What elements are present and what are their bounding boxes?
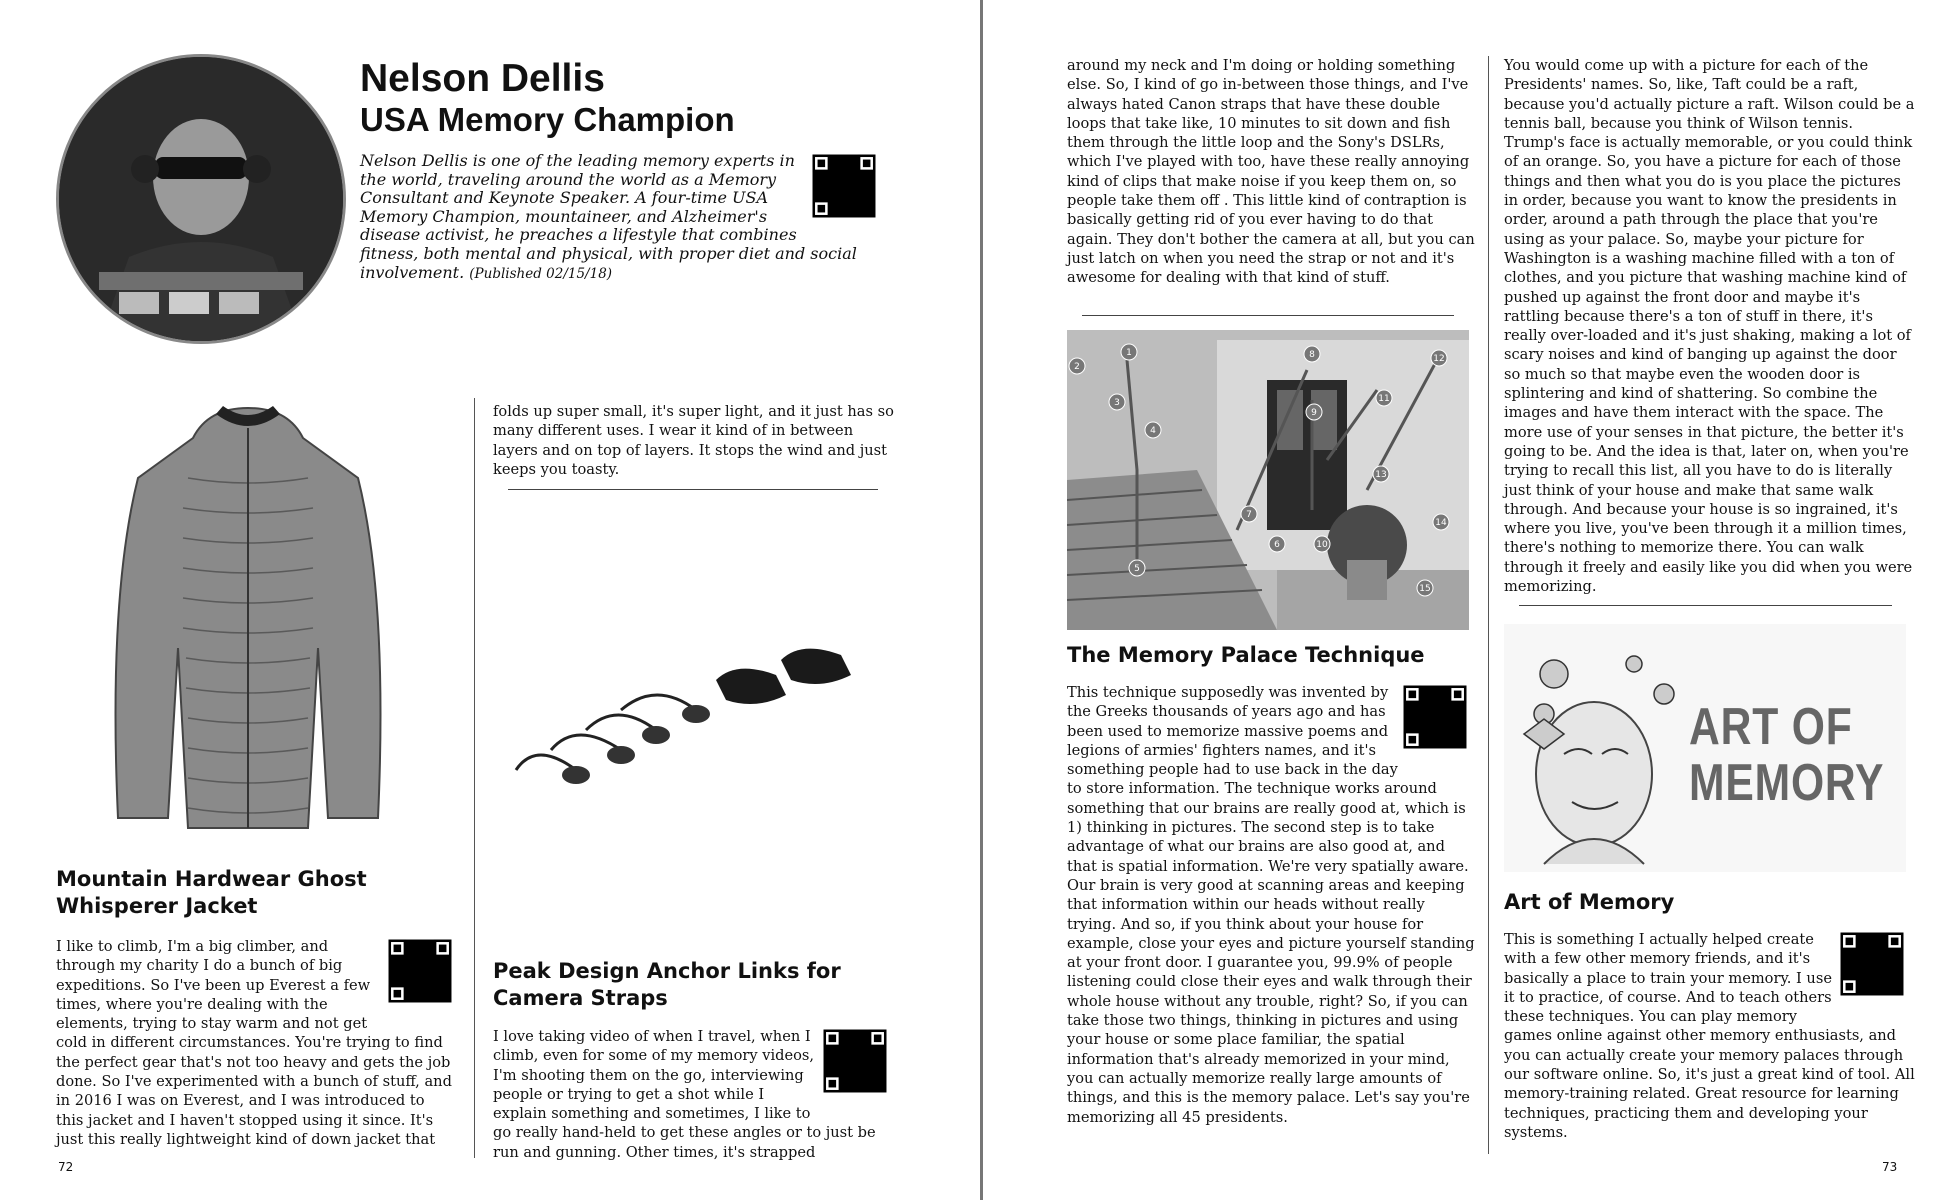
page-title: Nelson Dellis [360,57,605,100]
palace-title: The Memory Palace Technique [1067,643,1425,667]
palace-markers [1067,330,1469,630]
intro-block [360,152,880,283]
qr-code-icon[interactable] [386,937,456,1019]
column-divider [474,398,475,1158]
palace-marker-label: 3 [1114,398,1120,408]
qr-code-icon[interactable] [1401,683,1477,765]
palace-marker-label: 14 [1435,518,1447,528]
palace-marker-label: 2 [1074,362,1080,372]
jacket-body: I like to climb, I'm a big climber, and through my charity I do a bunch of big expeditions. So I've been up Everest a few times, where you're dealing with the elements, trying to stay warm and not get cold in different circumstances. You're trying to find the perfect gear that's not too heavy and gets the job done. So I've experimented with a bunch of stuff, and in 2016 I was on Everest, and I was introduced to this jacket and I haven't stopped using it since. It's just this really lightweight kind of down jacket that [56,938,452,1148]
anchor-title-line1: Peak Design Anchor Links for [493,959,841,983]
section-divider [508,489,878,490]
jacket-title-line1: Mountain Hardwear Ghost [56,867,367,891]
qr-code-icon[interactable] [821,1027,891,1109]
logo-line-1: ART OF [1689,698,1853,756]
art-of-memory-logo [1504,624,1906,872]
palace-marker-label: 13 [1375,470,1387,480]
jacket-image [98,398,398,838]
author-portrait [56,54,346,344]
art-title: Art of Memory [1504,890,1675,914]
page-spine [980,0,983,1200]
anchor-title-line2: Camera Straps [493,986,668,1010]
intro-text: Nelson Dellis is one of the leading memory experts in the world, traveling around the world as a Memory Consultant and Keynote Speaker. A four-time USA Memory Champion, mountaineer, and Alzheimer's disease activist, he preaches a lifestyle that combines fitness, both mental and physical, with proper diet and social involvement. [360,151,857,282]
art-body: This is something I actually helped create with a few other memory friends, and it's basically a place to train your memory. I use it to practice, of course. And to teach others these techniques. You can play memory games online against other memory enthusiasts, and you can actually create your memory palaces through our software online. So, it's just a great kind of tool. All memory-training related. Great resource for learning techniques, practicing them and developing your systems. [1504,931,1915,1141]
published-date: (Published 02/15/18) [469,265,613,282]
qr-code-icon[interactable] [810,152,880,234]
logo-wordmark [1689,699,1884,811]
palace-body: This technique supposedly was invented by the Greeks thousands of years ago and has been used to memorize massive poems and legions of armies' fighters names, and it's something people had to use back in the day to store information. The technique works around something that our brains are really good at, which is 1) thinking in pictures. The second step is to take advantage of what our brains are also good at, and that is spatial information. We're very spatially aware. Our brain is very good at scanning areas and keeping that information within our heads without really trying. And so, if you think about your house for example, close your eyes and picture yourself standing at your front door. I guarantee you, 99.9% of people listening could close their eyes and walk through their whole house without any trouble, right? So, if you can take those two things, thinking in pictures and using your house or some place familiar, the spatial information that's already memorized in your mind, you can actually memorize really large amounts of things, and this is the memory palace. Let's say you're memorizing all 45 presidents. [1067,684,1475,1126]
anchor-title [493,958,841,1012]
palace-marker-label: 11 [1378,394,1390,404]
section-divider [1082,315,1454,316]
page-subtitle: USA Memory Champion [360,101,735,138]
palace-marker-label: 6 [1274,540,1280,550]
palace-marker-label: 10 [1316,540,1328,550]
palace-marker-label: 12 [1433,354,1445,364]
page-number-left: 72 [58,1160,74,1174]
palace-section [1067,683,1477,1127]
palace-continued: You would come up with a picture for each of the Presidents' names. So, like, Taft could be a raft, because you'd actually picture a raft. Wilson could be a tennis ball, because you think of Wilson tennis. Trump's face is actually memorable, or you could think of an orange. So, you have a picture for each of those things and then what you do is you place the pictures in order, because you want to know the presidents in order, around a path through the place that you're using as your palace. So, maybe your picture for Washington is a washing machine filled with a ton of clothes, and you picture that washing machine kind of pushed up against the front door and maybe it's rattling because there's a ton of stuff in there, it's really over-loaded and it's just shaking, making a lot of scary noises and kind of banging up against the door so much so that maybe even the wooden door is splintering and kind of shattering. So combine the images and have them interact with the space. The more use of your senses in that picture, the better it's going to be. And the idea is that, later on, when you're trying to recall this list, all you have to do is literally just think of your house and make that same walk through. And because your house is so ingrained, it's where you live, you've been through it a million times, there's nothing to memorize there. You can walk through it freely and easily like you did when you were memorizing. [1504,57,1915,596]
palace-marker-label: 4 [1150,426,1156,436]
logo-line-2: MEMORY [1689,754,1885,812]
page-number-right: 73 [1882,1160,1898,1174]
qr-code-icon[interactable] [1838,930,1916,1012]
section-divider [1519,605,1892,606]
palace-marker-label: 9 [1311,408,1317,418]
anchor-links-image [496,640,896,840]
anchor-section [493,1027,891,1162]
palace-marker-label: 8 [1309,350,1315,360]
jacket-title-line2: Whisperer Jacket [56,894,258,918]
palace-marker-label: 1 [1126,348,1132,358]
anchor-continued: around my neck and I'm doing or holding something else. So, I kind of go in-between those things, and I've always hated Canon straps that have these double loops that take like, 10 minutes to sit down and fish them through the little loop and the Sony's DSLRs, which I've played with too, have these really annoying kind of clips that make noise if you keep them on, so people take them off . This little kind of contraption is basically getting rid of you ever having to do that again. They don't bother the camera at all, but you can just latch on when you need the strap or not and it's awesome for dealing with that kind of stuff. [1067,57,1475,287]
jacket-title [56,866,367,920]
anchor-body: I love taking video of when I travel, when I climb, even for some of my memory videos, I'm shooting them on the go, interviewing people or trying to get a shot while I explain something and sometimes, I like to go really hand-held to get these angles or to just be run and gunning. Other times, it's strapped [493,1028,876,1161]
jacket-section [56,937,456,1149]
palace-marker-label: 5 [1134,564,1140,574]
palace-marker-label: 7 [1246,510,1252,520]
palace-marker-label: 15 [1419,584,1431,594]
column-divider [1488,56,1489,1154]
jacket-continued: folds up super small, it's super light, and it just has so many different uses. I wear it kind of in between layers and on top of layers. It stops the wind and just keeps you toasty. [493,403,894,478]
art-section [1504,930,1916,1142]
